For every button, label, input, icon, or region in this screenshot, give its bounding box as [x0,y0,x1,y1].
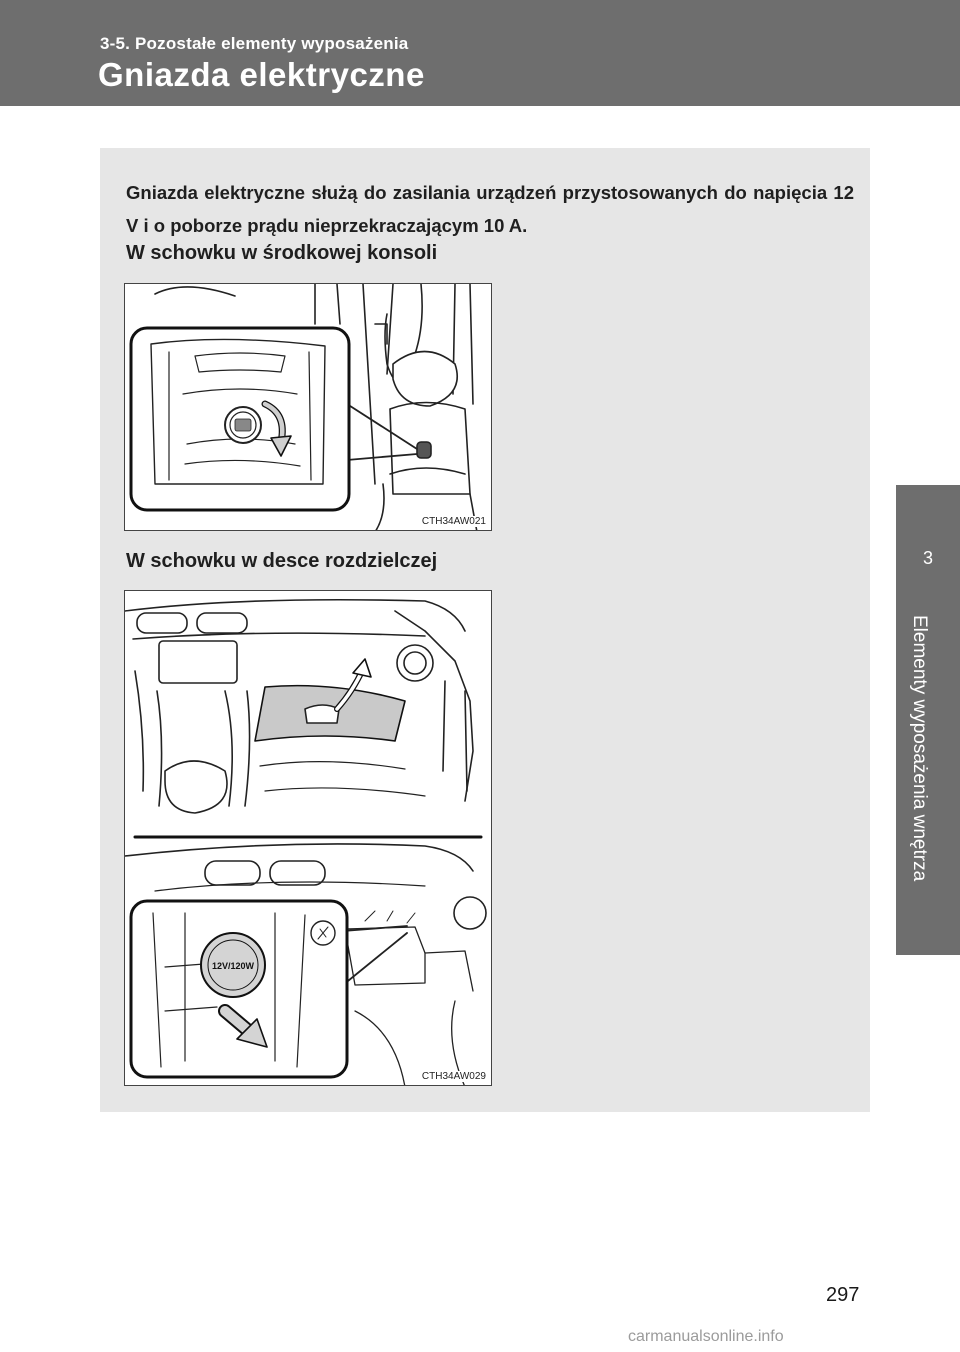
page-header [0,0,960,106]
section-heading-console: W schowku w środkowej konsoli [126,242,438,264]
page-number: 297 [826,1284,860,1306]
section-heading-dashboard: W schowku w desce rozdzielczej [126,550,438,572]
chapter-side-tab [896,485,960,955]
watermark: carmanualsonline.info [628,1328,784,1345]
figure-code: CTH34AW029 [421,1071,486,1082]
chapter-number: 3 [922,548,933,568]
intro-paragraph: Gniazda elektryczne służą do zasilania urządzeń przystosowanych do napięcia 12 V i o poborze prądu nieprzekraczającym 10 A. [126,182,854,236]
socket-rating-label: 12V/120W [211,961,255,971]
dashboard-socket-illustration [124,590,492,1086]
figure-code: CTH34AW021 [421,516,486,527]
page-title: Gniazda elektryczne [98,56,425,93]
section-subtitle: 3-5. Pozostałe elementy wyposażenia [100,34,409,53]
chapter-title: Elementy wyposażenia wnętrza [909,615,930,882]
console-socket-illustration [124,283,492,531]
